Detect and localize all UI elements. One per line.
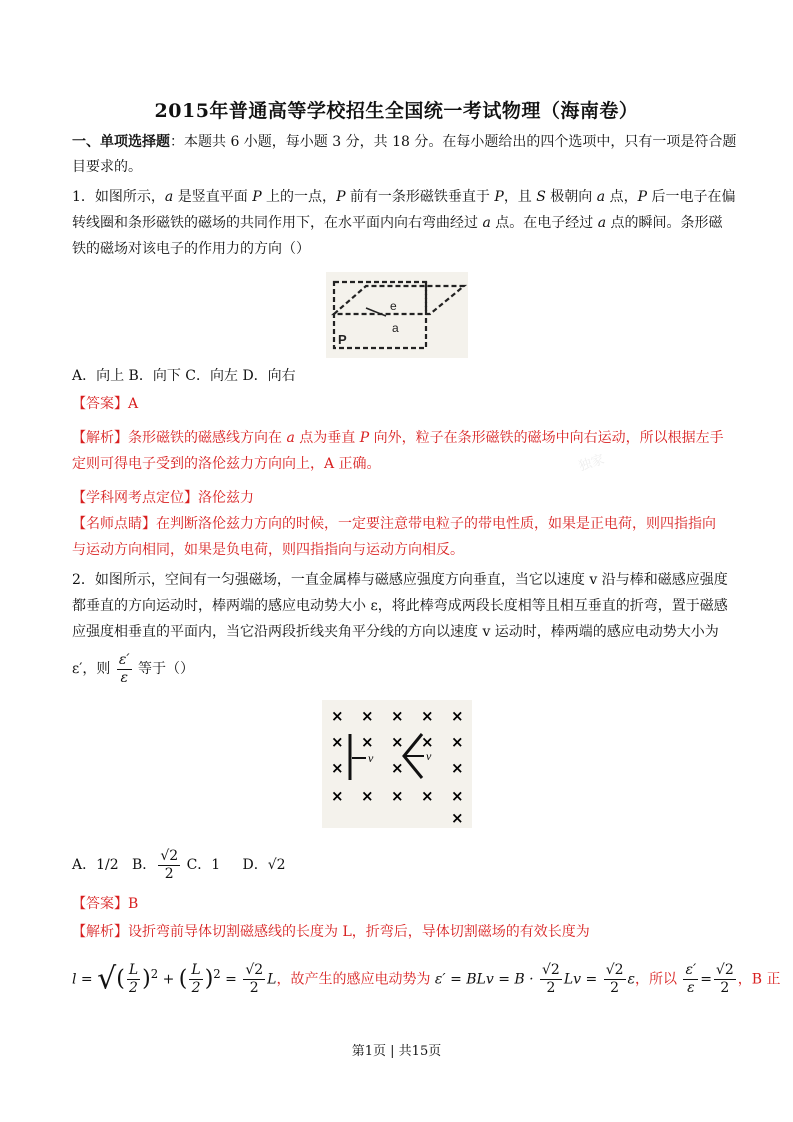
q2-formula-line: l = √( $\frac{L}{2}$ )$^2$ + ( $\frac{L}{2}$ )$^2$ = $\frac{√2}{2}$ L，故产生的感应电动势为 ε′ = BLv = B · $\frac{√2}{2}$ Lv = $\frac{√2}{2}$ ε，所以 $\frac{\varepsilon'}{\varepsilon}$ = $\frac{√2}{2}$ ，B 正: [72, 961, 781, 997]
opt-b-fraction: $\frac{√2}{2}$: [160, 847, 179, 882]
field-cross-mark: ×: [421, 787, 434, 805]
fig-label-a: a: [392, 321, 399, 335]
q1-stem-line3: 铁的磁场对该电子的作用力的方向（）: [72, 241, 310, 257]
q1-kaodian: 【学科网考点定位】洛伦兹力: [72, 490, 254, 506]
q1-dianjing-line2: 与运动方向相同，如果是负电荷，则四指指向与运动方向相反。: [72, 542, 464, 558]
fig-label-p: P: [338, 332, 347, 347]
field-cross-mark: ×: [361, 707, 374, 725]
page-footer: 第1页 | 共15页: [351, 1044, 442, 1059]
section-intro-cont: 目要求的。: [72, 159, 142, 175]
field-cross-mark: ×: [391, 759, 404, 777]
eps-ratio-fraction: $\frac{\varepsilon'}{\varepsilon}$: [118, 651, 130, 686]
q2-stem-line4: ε′，则 $\frac{\varepsilon'}{\varepsilon}$ 等于（）: [72, 651, 195, 686]
field-cross-mark: ×: [361, 733, 374, 751]
q1-options: A．向上 B．向下 C．向左 D．向右: [72, 368, 296, 384]
section-heading: 一、单项选择题: [72, 134, 170, 150]
page-title: 2015年普通高等学校招生全国统一考试物理（海南卷）: [154, 100, 639, 122]
field-cross-mark: ×: [451, 733, 464, 751]
q1-stem-line1: 1．如图所示，a 是竖直平面 P 上的一点，P 前有一条形磁铁垂直于 P，且 S 极朝向 a 点，P 后一电子在偏: [72, 189, 736, 205]
field-cross-mark: ×: [391, 787, 404, 805]
q2-analysis-line1: 【解析】设折弯前导体切割磁感线的长度为 L，折弯后，导体切割磁场的有效长度为: [72, 924, 590, 940]
q2-figure: [322, 700, 472, 828]
field-cross-mark: ×: [421, 733, 434, 751]
field-cross-mark: ×: [451, 787, 464, 805]
q1-figure-svg: [326, 272, 468, 358]
field-cross-mark: ×: [331, 787, 344, 805]
horizontal-plane-outline: [334, 286, 464, 314]
q2-options: A．1/2 B． $\frac{√2}{2}$ C．1 D．√2: [72, 847, 286, 882]
q2-figure-svg: [322, 700, 472, 828]
field-cross-mark: ×: [391, 733, 404, 751]
field-cross-mark: ×: [361, 787, 374, 805]
section-intro: 一、单项选择题：本题共 6 小题，每小题 3 分，共 18 分。在每小题给出的四个选项中，只有一项是符合题: [72, 134, 737, 150]
field-cross-mark: ×: [391, 707, 404, 725]
field-cross-mark: ×: [451, 759, 464, 777]
field-cross-mark: ×: [331, 733, 344, 751]
electron-path: [366, 308, 386, 316]
q1-stem-line2: 转线圈和条形磁铁的磁场的共同作用下，在水平面内向右弯曲经过 a 点。在电子经过 a 点的瞬间。条形磁: [72, 215, 723, 231]
q1-figure: [326, 272, 468, 358]
field-cross-mark: ×: [451, 809, 464, 827]
q1-analysis-line2: 定则可得电子受到的洛伦兹力方向向上，A 正确。: [72, 456, 381, 472]
watermark: 独家: [576, 452, 607, 475]
q1-analysis-line1: 【解析】条形磁铁的磁感线方向在 a 点为垂直 P 向外，粒子在条形磁铁的磁场中向右运动，所以根据左手: [72, 430, 724, 446]
q1-answer: 【答案】A: [72, 396, 139, 412]
velocity-label-2: v: [426, 749, 432, 763]
field-cross-mark: ×: [331, 759, 344, 777]
q2-stem-line1: 2．如图所示，空间有一匀强磁场，一直金属棒与磁感应强度方向垂直，当它以速度 v 沿与棒和磁感应强度: [72, 572, 728, 588]
fig-label-e: e: [390, 299, 397, 313]
q1-dianjing-line1: 【名师点睛】在判断洛伦兹力方向的时候，一定要注意带电粒子的带电性质，如果是正电荷，则四指指向: [72, 516, 716, 532]
q2-answer: 【答案】B: [72, 896, 139, 912]
field-cross-mark: ×: [421, 707, 434, 725]
q2-stem-line3: 应强度相垂直的平面内，当它沿两段折线夹角平分线的方向以速度 v 运动时，棒两端的感应电动势大小为: [72, 624, 719, 640]
q2-stem-line2: 都垂直的方向运动时，棒两端的感应电动势大小 ε，将此棒弯成两段长度相等且相互垂直的折弯，置于磁感: [72, 598, 728, 614]
field-cross-mark: ×: [451, 707, 464, 725]
velocity-label-1: v: [368, 751, 374, 765]
field-cross-mark: ×: [331, 707, 344, 725]
